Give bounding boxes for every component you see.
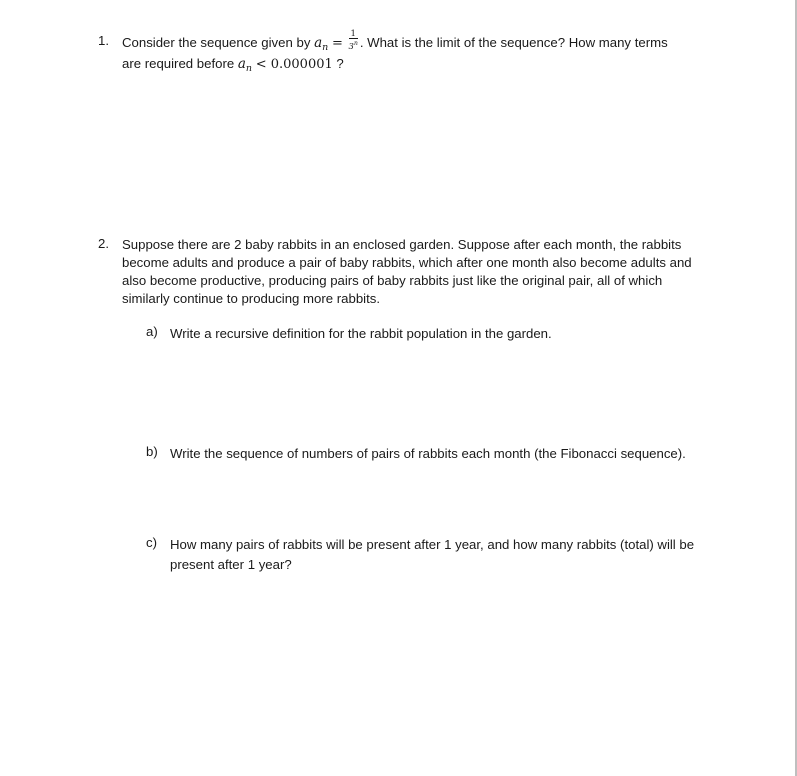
question-1-intro-text: Consider the sequence given by (122, 35, 311, 50)
question-1-number: 1. (98, 33, 109, 48)
question-2-number: 2. (98, 236, 109, 251)
question-2a-label: a) (146, 324, 158, 339)
question-1-line-1 (122, 29, 708, 53)
inequality-expression: < 0.000001 (255, 57, 333, 72)
question-1-prompt-text: . What is the limit of the sequence? How many terms (359, 35, 668, 50)
formula-equals: = (331, 36, 343, 51)
question-1-line-2-text: are required before (122, 56, 235, 71)
question-2a (146, 324, 706, 344)
question-1-line-2 (122, 53, 708, 77)
fraction-denominator (349, 39, 358, 51)
fraction-exponent: n (353, 40, 358, 48)
formula-subscript: n (322, 42, 329, 53)
formula-fraction (349, 30, 358, 51)
question-1 (98, 29, 708, 77)
question-2a-text: Write a recursive definition for the rabbit population in the garden. (170, 326, 552, 341)
inequality-variable: a (237, 56, 246, 72)
fraction-numerator: 1 (350, 29, 356, 40)
question-2c (146, 535, 706, 575)
question-2b (146, 444, 706, 464)
inequality-subscript: n (245, 63, 253, 74)
question-2b-text: Write the sequence of numbers of pairs of rabbits each month (the Fibonacci sequence). (170, 446, 686, 461)
question-1-body (122, 29, 708, 77)
question-2 (98, 236, 708, 308)
question-2b-label: b) (146, 444, 158, 459)
question-2c-text: How many pairs of rabbits will be present after 1 year, and how many rabbits (total) will be present after 1 year? (170, 537, 695, 572)
question-2c-label: c) (146, 535, 157, 550)
question-2-text: Suppose there are 2 baby rabbits in an enclosed garden. Suppose after each month, the rabbits become adults and produce a pair of baby rabbits, which after one month also become adults and also become productive, producing pairs of baby rabbits just like the original pair, all of which similarly continue to producing more rabbits. (122, 237, 692, 306)
formula-variable: a (314, 35, 323, 51)
fraction-denominator-base: 3 (348, 41, 354, 52)
question-1-question-mark: ? (332, 56, 344, 71)
